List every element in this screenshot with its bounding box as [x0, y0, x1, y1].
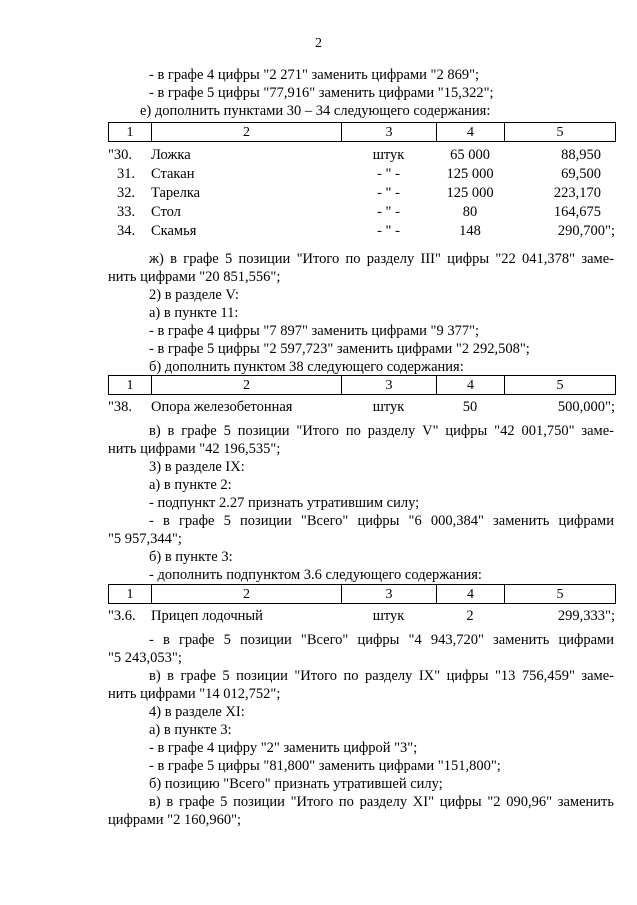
item-unit: - " -: [377, 185, 400, 201]
text-line: а) в пункте 11:: [149, 305, 239, 321]
text-line: - в графе 5 цифры "77,916" заменить цифрами "15,322";: [149, 85, 494, 101]
item-quantity: 148: [459, 223, 481, 239]
table-row: [108, 203, 615, 222]
item-unit: штук: [372, 399, 405, 415]
text-line: - в графе 4 цифры "7 897" заменить цифрами "9 377";: [149, 323, 480, 339]
item-quantity: 80: [462, 204, 478, 220]
text-line: нить цифрами "20 851,556";: [108, 269, 281, 285]
column-header: 1: [109, 585, 152, 604]
text-line: - в графе 4 цифру "2" заменить цифрой "3";: [149, 740, 418, 756]
item-number: 32.: [117, 185, 136, 201]
text-line: - в графе 4 цифры "2 271" заменить цифрами "2 869";: [149, 67, 480, 83]
column-header: 3: [342, 585, 437, 604]
column-header: 1: [109, 123, 152, 142]
items-table: [108, 146, 615, 241]
column-header: 4: [437, 123, 505, 142]
item-unit: штук: [372, 608, 405, 624]
text-line: 2) в разделе V:: [149, 287, 239, 303]
page-number: 2: [315, 36, 322, 51]
items-table: [108, 607, 615, 626]
item-name: Скамья: [151, 223, 197, 239]
item-sum: 88,950: [561, 147, 601, 163]
table-row: [108, 165, 615, 184]
text-line: "5 957,344";: [108, 531, 182, 547]
item-sum: 69,500: [561, 166, 601, 182]
text-line: б) позицию "Всего" признать утратившей силу;: [149, 776, 443, 792]
item-quantity: 125 000: [446, 166, 494, 182]
column-header: 2: [152, 123, 342, 142]
item-sum: 223,170: [553, 185, 601, 201]
column-header: 2: [152, 376, 342, 395]
text-line: нить цифрами "42 196,535";: [108, 441, 281, 457]
table-header: [108, 122, 616, 142]
item-name: Опора железобетонная: [151, 399, 293, 415]
column-header: 2: [152, 585, 342, 604]
table-row: [108, 146, 615, 165]
item-number: "38.: [108, 399, 133, 415]
item-name: Стакан: [151, 166, 195, 182]
item-quantity: 125 000: [446, 185, 494, 201]
item-sum: 290,700";: [557, 223, 615, 239]
text-line: - в графе 5 цифры "81,800" заменить цифрами "151,800";: [149, 758, 501, 774]
item-sum: 164,675: [553, 204, 601, 220]
column-header: 3: [342, 376, 437, 395]
text-line: а) в пункте 2:: [149, 477, 232, 493]
text-line: е) дополнить пунктами 30 – 34 следующего содержания:: [140, 103, 491, 119]
text-line: а) в пункте 3:: [149, 722, 232, 738]
column-header: 5: [505, 123, 616, 142]
item-name: Ложка: [151, 147, 191, 163]
text-line: в) в графе 5 позиции "Итого по разделу V" цифры "42 001,750" заме-: [149, 423, 614, 439]
item-sum: 500,000";: [557, 399, 615, 415]
text-line: в) в графе 5 позиции "Итого по разделу XI" цифры "2 090,96" заменить: [149, 794, 614, 810]
item-number: 34.: [117, 223, 136, 239]
text-line: 4) в разделе XI:: [149, 704, 245, 720]
item-number: 33.: [117, 204, 136, 220]
table-row: [108, 222, 615, 241]
text-line: б) дополнить пунктом 38 следующего содержания:: [149, 359, 464, 375]
column-header: 4: [437, 585, 505, 604]
text-line: ж) в графе 5 позиции "Итого по разделу III" цифры "22 041,378" заме-: [149, 251, 614, 267]
item-unit: - " -: [377, 223, 400, 239]
column-header: 1: [109, 376, 152, 395]
item-number: 31.: [117, 166, 136, 182]
item-name: Стол: [151, 204, 181, 220]
items-table: [108, 398, 615, 417]
text-line: - в графе 5 позиции "Всего" цифры "6 000,384" заменить цифрами: [149, 513, 614, 529]
column-header: 3: [342, 123, 437, 142]
text-line: цифрами "2 160,960";: [108, 812, 242, 828]
text-line: "5 243,053";: [108, 650, 182, 666]
item-number: "30.: [108, 147, 133, 163]
item-name: Тарелка: [151, 185, 201, 201]
table-row: [108, 607, 615, 626]
item-quantity: 65 000: [450, 147, 490, 163]
column-header: 5: [505, 376, 616, 395]
text-line: - подпункт 2.27 признать утратившим силу;: [149, 495, 420, 511]
text-line: в) в графе 5 позиции "Итого по разделу IX" цифры "13 756,459" заме-: [149, 668, 614, 684]
table-row: [108, 398, 615, 417]
table-row: [108, 184, 615, 203]
item-quantity: 2: [466, 608, 474, 624]
item-unit: штук: [372, 147, 405, 163]
text-line: нить цифрами "14 012,752";: [108, 686, 281, 702]
table-header: [108, 375, 616, 395]
text-line: б) в пункте 3:: [149, 549, 233, 565]
column-header: 4: [437, 376, 505, 395]
item-name: Прицеп лодочный: [151, 608, 263, 624]
table-header: [108, 584, 616, 604]
item-quantity: 50: [462, 399, 478, 415]
item-sum: 299,333";: [557, 608, 615, 624]
column-header: 5: [505, 585, 616, 604]
text-line: - в графе 5 цифры "2 597,723" заменить цифрами "2 292,508";: [149, 341, 530, 357]
item-unit: - " -: [377, 166, 400, 182]
item-number: "3.6.: [108, 608, 136, 624]
text-line: 3) в разделе IX:: [149, 459, 245, 475]
item-unit: - " -: [377, 204, 400, 220]
text-line: - дополнить подпунктом 3.6 следующего содержания:: [149, 567, 482, 583]
text-line: - в графе 5 позиции "Всего" цифры "4 943,720" заменить цифрами: [149, 632, 614, 648]
